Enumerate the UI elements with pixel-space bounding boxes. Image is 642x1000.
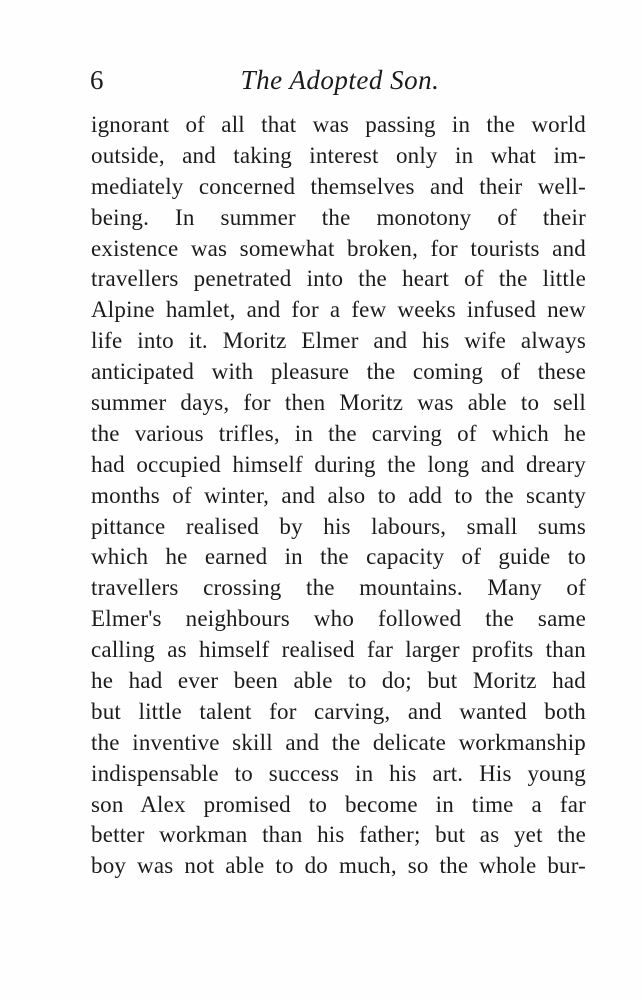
running-head	[90, 60, 590, 100]
text-line: outside, and taking interest only in what im-	[91, 142, 586, 168]
text-line: boy was not able to do much, so the whole bur-	[91, 853, 586, 879]
text-line: anticipated with pleasure the coming of these	[91, 359, 586, 385]
text-line: existence was somewhat broken, for tourists and	[91, 235, 586, 261]
text-line: pittance realised by his labours, small sums	[91, 513, 586, 539]
text-line: life into it. Moritz Elmer and his wife always	[91, 328, 586, 354]
text-line: Elmer's neighbours who followed the same	[91, 606, 586, 632]
text-line: calling as himself realised far larger profits than	[91, 637, 586, 663]
text-line: travellers penetrated into the heart of the little	[91, 266, 586, 292]
text-line: had occupied himself during the long and dreary	[91, 451, 586, 477]
text-line: Alpine hamlet, and for a few weeks infused new	[91, 297, 586, 323]
running-title: The Adopted Son.	[240, 65, 440, 95]
text-line: summer days, for then Moritz was able to sell	[91, 390, 586, 416]
text-line: which he earned in the capacity of guide to	[91, 544, 586, 570]
text-line: the various trifles, in the carving of which he	[91, 420, 586, 446]
body-text	[91, 110, 586, 882]
text-line: the inventive skill and the delicate workmanship	[91, 729, 586, 755]
text-line: indispensable to success in his art. His young	[91, 760, 586, 786]
text-line: better workman than his father; but as yet the	[91, 822, 586, 848]
text-line: but little talent for carving, and wanted both	[91, 698, 586, 724]
text-line: travellers crossing the mountains. Many of	[91, 575, 586, 601]
page-number: 6	[90, 65, 104, 95]
text-line: mediately concerned themselves and their well-	[91, 173, 586, 199]
text-line: being. In summer the monotony of their	[91, 204, 586, 230]
text-line: months of winter, and also to add to the scanty	[91, 482, 586, 508]
text-line: ignorant of all that was passing in the world	[91, 112, 586, 137]
text-line: he had ever been able to do; but Moritz had	[91, 668, 586, 694]
text-line: son Alex promised to become in time a far	[91, 791, 586, 817]
